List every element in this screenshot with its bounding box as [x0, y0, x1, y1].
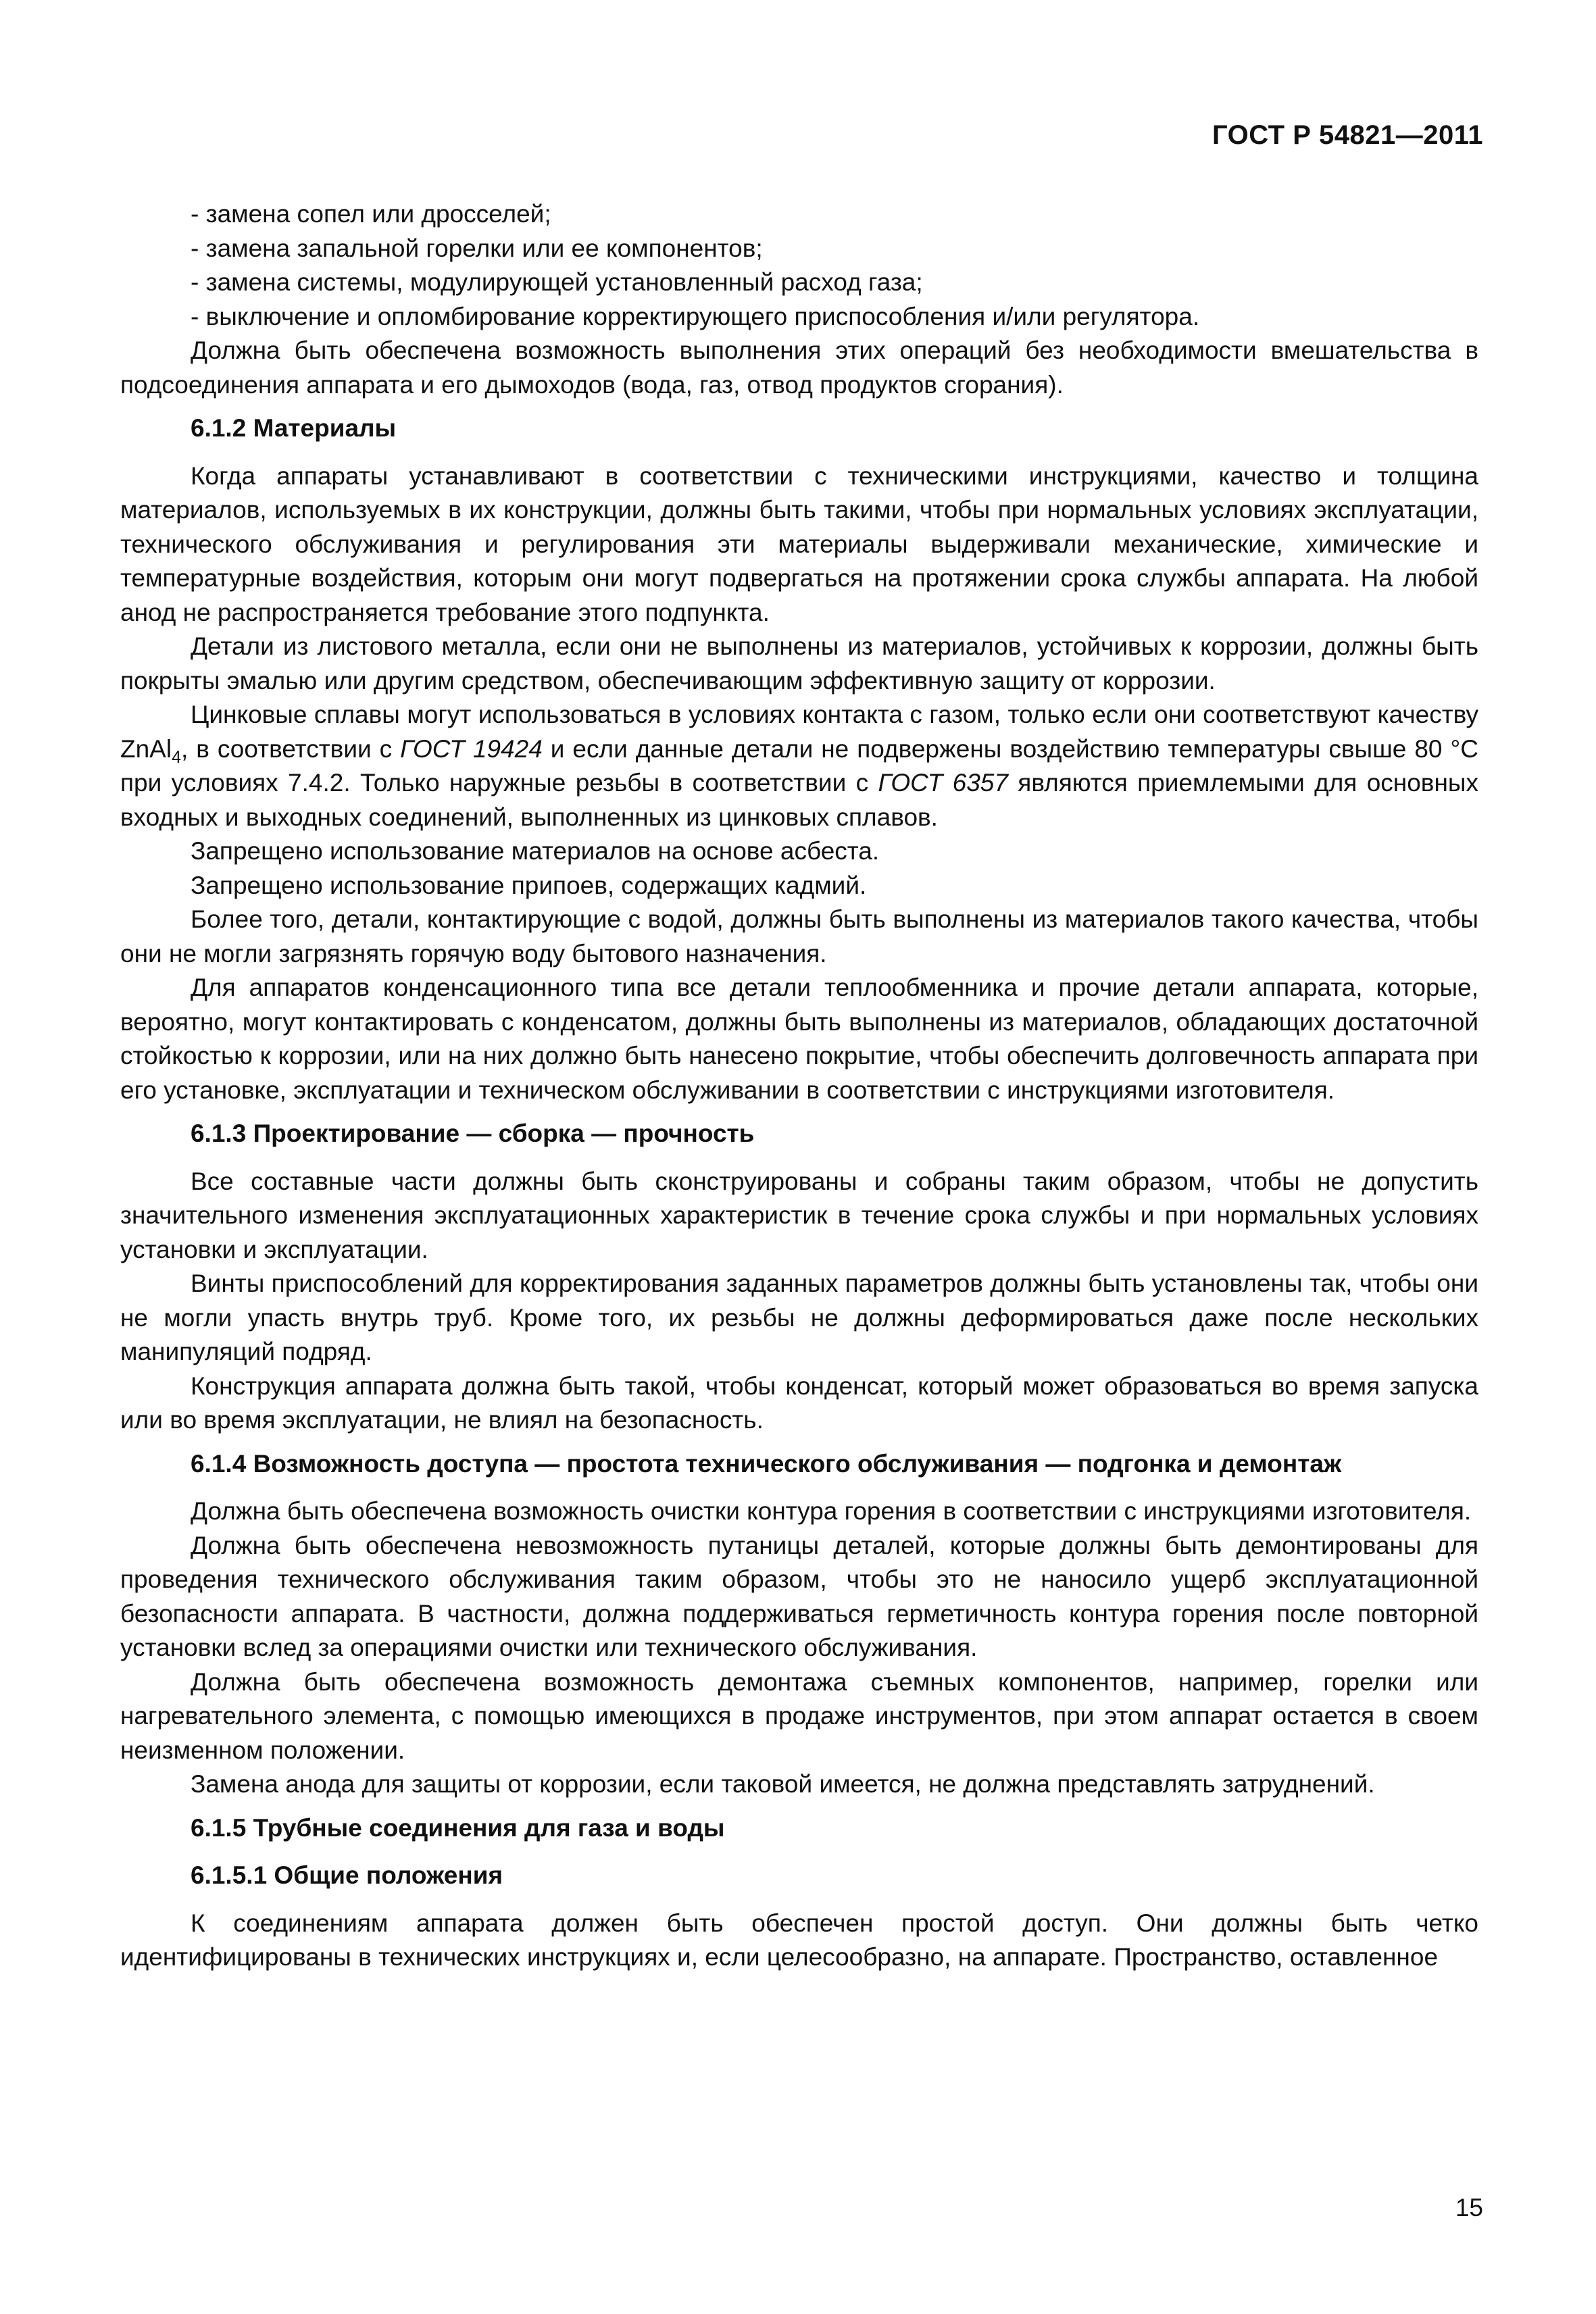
paragraph: Более того, детали, контактирующие с водой, должны быть выполнены из материалов такого качества, чтобы они не могли загрязнять горячую воду бытового назначения.	[120, 905, 1478, 967]
paragraph: Винты приспособлений для корректирования заданных параметров должны быть установлены так, чтобы они не могли упасть внутрь труб. Кроме того, их резьбы не должны деформироваться даже после нескольких манипуляций подряд.	[120, 1269, 1478, 1365]
subscript: 4	[172, 747, 181, 767]
paragraph: Должна быть обеспечена возможность выполнения этих операций без необходимости вмешательства в подсоединения аппарата и его дымоходов (вода, газ, отвод продуктов сгорания).	[120, 336, 1478, 399]
section-heading-6-1-5: 6.1.5 Трубные соединения для газа и воды	[191, 1813, 725, 1842]
list-item: - замена системы, модулирующей установленный расход газа;	[191, 268, 923, 296]
page-number: 15	[1455, 2194, 1483, 2221]
paragraph: Для аппаратов конденсационного типа все детали теплообменника и прочие детали аппарата, которые, вероятно, могут контактировать с конденсатом, должны быть выполнены из материалов, обладающих достаточной стойкостью к коррозии, или на них должно быть нанесено покрытие, чтобы обеспечить долговечность аппарата при его установке, эксплуатации и техническом обслуживании в соответствии с инструкциями изготовителя.	[120, 974, 1478, 1104]
section-heading-6-1-4: 6.1.4 Возможность доступа — простота технического обслуживания — подгонка и демонтаж	[191, 1449, 1342, 1478]
section-heading-6-1-5-1: 6.1.5.1 Общие положения	[191, 1861, 503, 1889]
paragraph: Когда аппараты устанавливают в соответствии с техническими инструкциями, качество и толщина материалов, используемых в их конструкции, должны быть такими, чтобы при нормальных условиях эксплуатации, технического обслуживания и регулирования эти материалы выдерживали механические, химические и температурные воздействия, которым они могут подвергаться на протяжении срока службы аппарата. На любой анод не распространяется требование этого подпункта.	[120, 461, 1478, 626]
paragraph: К соединениям аппарата должен быть обеспечен простой доступ. Они должны быть четко идентифицированы в технических инструкциях и, если целесообразно, на аппарате. Пространство, оставленное	[120, 1909, 1478, 1971]
list-item: - выключение и опломбирование корректирующего приспособления и/или регулятора.	[191, 302, 1200, 330]
paragraph-zinc-alloys	[120, 698, 1478, 834]
document-body	[120, 197, 1478, 1975]
paragraph: Конструкция аппарата должна быть такой, чтобы конденсат, который может образоваться во время запуска или во время эксплуатации, не влиял на безопасность.	[120, 1372, 1478, 1434]
paragraph: Замена анода для защиты от коррозии, если таковой имеется, не должна представлять затруднений.	[191, 1770, 1375, 1798]
paragraph: Должна быть обеспечена возможность демонтажа съемных компонентов, например, горелки или нагревательного элемента, с помощью имеющихся в продаже инструментов, при этом аппарат остается в своем неизменном положении.	[120, 1667, 1478, 1764]
list-item: - замена запальной горелки или ее компонентов;	[191, 234, 763, 262]
paragraph: Должна быть обеспечена невозможность путаницы деталей, которые должны быть демонтированы для проведения технического обслуживания таким образом, чтобы это не наносило ущерб эксплуатационной безопасности аппарата. В частности, должна поддерживаться герметичность контура горения после повторной установки вслед за операциями очистки или технического обслуживания.	[120, 1531, 1478, 1661]
paragraph: Детали из листового металла, если они не выполнены из материалов, устойчивых к коррозии, должны быть покрыты эмалью или другим средством, обеспечивающим эффективную защиту от коррозии.	[120, 632, 1478, 695]
paragraph: Запрещено использование материалов на основе асбеста.	[191, 837, 880, 865]
section-heading-6-1-3: 6.1.3 Проектирование — сборка — прочность	[191, 1120, 755, 1147]
paragraph: Запрещено использование припоев, содержащих кадмий.	[191, 871, 867, 899]
paragraph: Все составные части должны быть сконструированы и собраны таким образом, чтобы не допустить значительного изменения эксплуатационных характеристик в течение срока службы и при нормальных условиях установки и эксплуатации.	[120, 1167, 1478, 1263]
text-run: , в соответствии с	[180, 734, 401, 763]
text-run: и если данные детали не подвержены воздействию температуры свыше 80 °С при условиях 7.4.2. Только наружные резьбы в соответствии с	[120, 734, 1478, 797]
standard-reference: ГОСТ 6357	[878, 769, 1008, 797]
document-code-header: ГОСТ Р 54821—2011	[1212, 120, 1483, 150]
paragraph: Должна быть обеспечена возможность очистки контура горения в соответствии с инструкциями изготовителя.	[191, 1497, 1472, 1525]
standard-reference: ГОСТ 19424	[400, 734, 543, 763]
text-run: являются приемлемыми для основных входных и выходных соединений, выполненных из цинковых сплавов.	[120, 769, 1478, 831]
section-heading-6-1-2: 6.1.2 Материалы	[191, 414, 397, 442]
list-item: - замена сопел или дросселей;	[191, 200, 551, 228]
text-run: Цинковые сплавы могут использоваться в условиях контакта с газом, только если они соответствуют качеству ZnAl	[120, 701, 1478, 763]
